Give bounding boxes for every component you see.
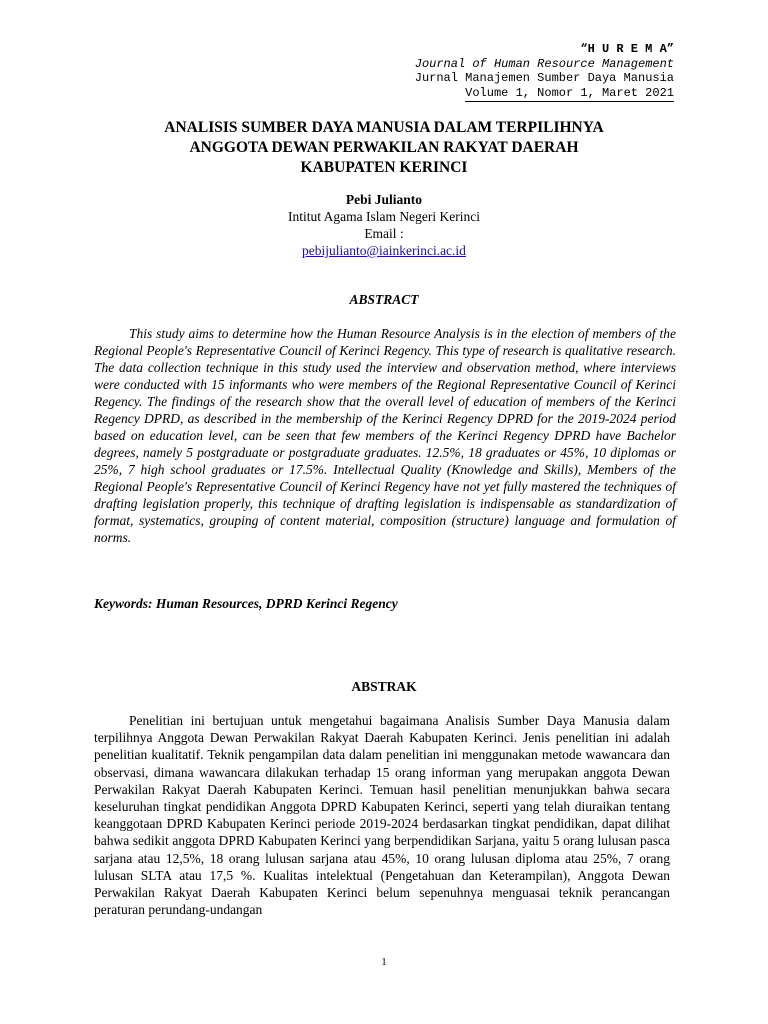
abstract-heading: ABSTRACT: [349, 292, 419, 307]
paper-title: [94, 118, 674, 178]
abstrak-heading: ABSTRAK: [351, 679, 417, 694]
keywords: Keywords: Human Resources, DPRD Kerinci Regency: [94, 596, 398, 611]
journal-header: [415, 42, 674, 102]
journal-volume: Volume 1, Nomor 1, Maret 2021: [465, 86, 674, 103]
journal-name-id: Jurnal Manajemen Sumber Daya Manusia: [414, 71, 674, 85]
email-label: Email :: [364, 226, 404, 241]
title-line-2: ANGGOTA DEWAN PERWAKILAN RAKYAT DAERAH: [189, 139, 579, 156]
page-number: 1: [381, 956, 387, 968]
abstrak-text: Penelitian ini bertujuan untuk mengetahui bagaimana Analisis Sumber Daya Manusia dalam terpilihnya Anggota Dewan Perwakilan Rakyat Daerah Kabupaten Kerinci. Jenis penelitian ini adalah penelitian kualitatif. Teknik pengampilan data dalam penelitian ini menggunakan metode wawancara dan observasi, dimana wawancara dilakukan terhadap 15 orang informan yang merupakan anggota Dewan Perwakilan Rakyat Daerah Kabupaten Kerinci. Temuan hasil penelitian menunjukkan bahwa secara keseluruhan tingkat pendidikan Anggota DPRD Kabupaten Kerinci, seperti yang telah diuraikan tentang keanggotaan DPRD Kabupaten Kerinci periode 2019-2024 berdasarkan tingkat pendidikan, dapat dilihat bahwa sedikit anggota DPRD Kabupaten Kerinci yang berpendidikan Sarjana, yaitu 5 orang lulusan pasca sarjana atau 12,5%, 18 orang lulusan sarjana atau 45%, 10 orang lulusan diploma atau 25%, 7 orang lulusan SLTA atau 17,5 %. Kualitas intelektual (Pengetahuan dan Keterampilan), Anggota Dewan Perwakilan Rakyat Daerah Kabupaten Kerinci belum sepenuhnya menguasai teknik perancangan peraturan perundang-undangan: [94, 713, 670, 918]
abstract-text: This study aims to determine how the Human Resource Analysis is in the election of members of the Regional People's Representative Council of Kerinci Regency. This type of research is qualitative research. The data collection technique in this study used the interview and observation method, where interviews were conducted with 15 informants who were members of the Regional Representative Council of Kerinci Regency. The findings of the research show that the overall level of education of members of the Kerinci Regency DPRD, as described in the membership of the Kerinci Regency DPRD for the 2019-2024 period based on education level, can be seen that few members of the Kerinci Regency DPRD have Bachelor degrees, namely 5 postgraduate or postgraduate graduates. 12.5%, 18 graduates or 45%, 10 diplomas or 25%, 7 high school graduates or 17.5%. Intellectual Quality (Knowledge and Skills), Members of the Regional People's Representative Council of Kerinci Regency have not yet fully mastered the techniques of drafting legislation properly, this technique of drafting legislation is indispensable as standardization of format, systematics, grouping of content material, composition (structure) language and formulation of norms.: [94, 326, 676, 545]
author-email-link[interactable]: pebijulianto@iainkerinci.ac.id: [302, 243, 466, 258]
author-affiliation: Intitut Agama Islam Negeri Kerinci: [288, 209, 480, 224]
title-line-1: ANALISIS SUMBER DAYA MANUSIA DALAM TERPILIHNYA: [164, 119, 604, 136]
journal-name-en: Journal of Human Resource Management: [414, 56, 674, 71]
journal-brand: “H U R E M A”: [580, 42, 674, 56]
title-line-3: KABUPATEN KERINCI: [300, 159, 468, 176]
author-block: [94, 191, 674, 259]
author-name: Pebi Julianto: [345, 192, 423, 207]
